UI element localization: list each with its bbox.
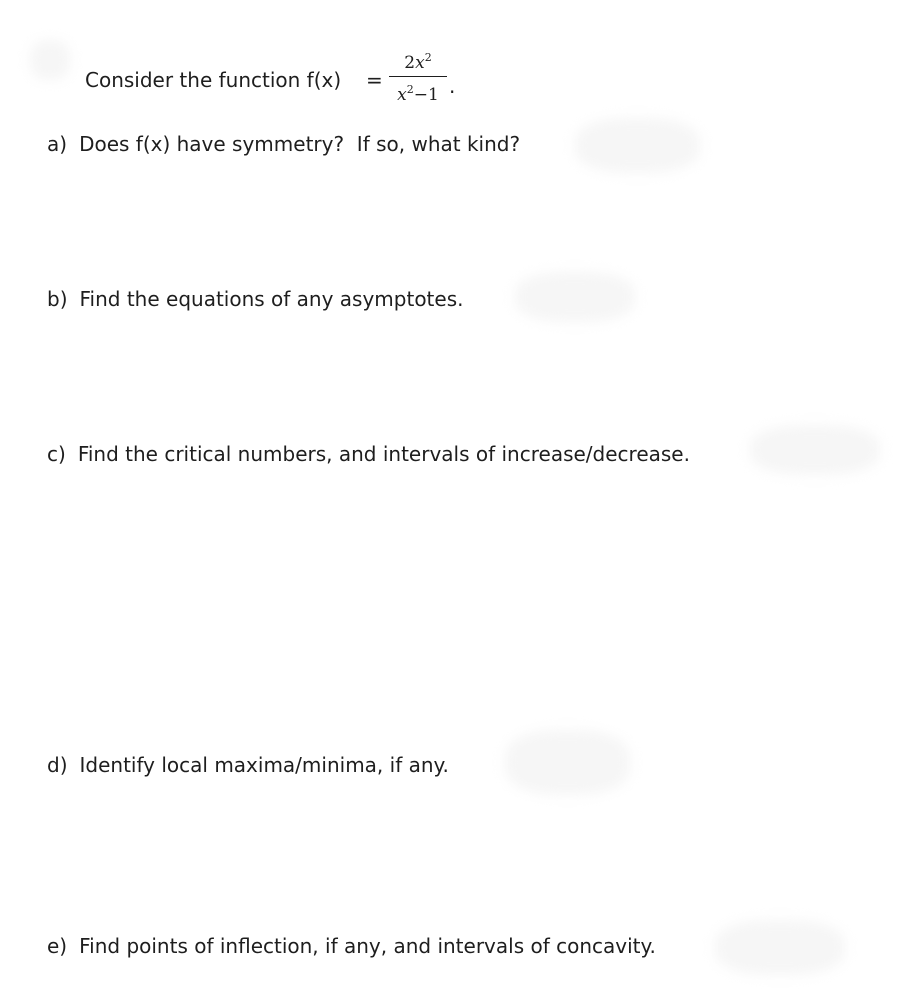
question-b: [47, 287, 463, 311]
erased-smudge: [750, 425, 880, 475]
erased-smudge: [575, 118, 700, 173]
sentence-period: .: [449, 74, 456, 98]
erased-smudge: [515, 272, 635, 322]
equals-sign: =: [366, 68, 383, 92]
question-label: a): [47, 132, 68, 156]
question-a: [47, 132, 520, 156]
question-label: b): [47, 287, 68, 311]
erased-smudge: [715, 920, 845, 975]
erased-smudge: [30, 40, 70, 80]
question-text: Find points of inflection, if any, and intervals of concavity.: [79, 934, 656, 958]
fraction-denominator: $x^2-1$: [397, 83, 439, 105]
intro-text: Consider the function f(x): [85, 68, 342, 92]
question-label: d): [47, 753, 68, 777]
question-text: Identify local maxima/minima, if any.: [79, 753, 449, 777]
question-c: [47, 442, 690, 466]
question-text: Find the critical numbers, and intervals of increase/decrease.: [77, 442, 690, 466]
question-text: Find the equations of any asymptotes.: [79, 287, 464, 311]
question-d: [47, 753, 449, 777]
erased-smudge: [505, 730, 630, 795]
question-e: [47, 934, 656, 958]
fraction-numerator: $2x^2$: [404, 51, 432, 73]
question-label: e): [47, 934, 68, 958]
function-fraction: [388, 48, 448, 105]
question-label: c): [47, 442, 66, 466]
question-text: Does f(x) have symmetry? If so, what kind?: [79, 132, 521, 156]
